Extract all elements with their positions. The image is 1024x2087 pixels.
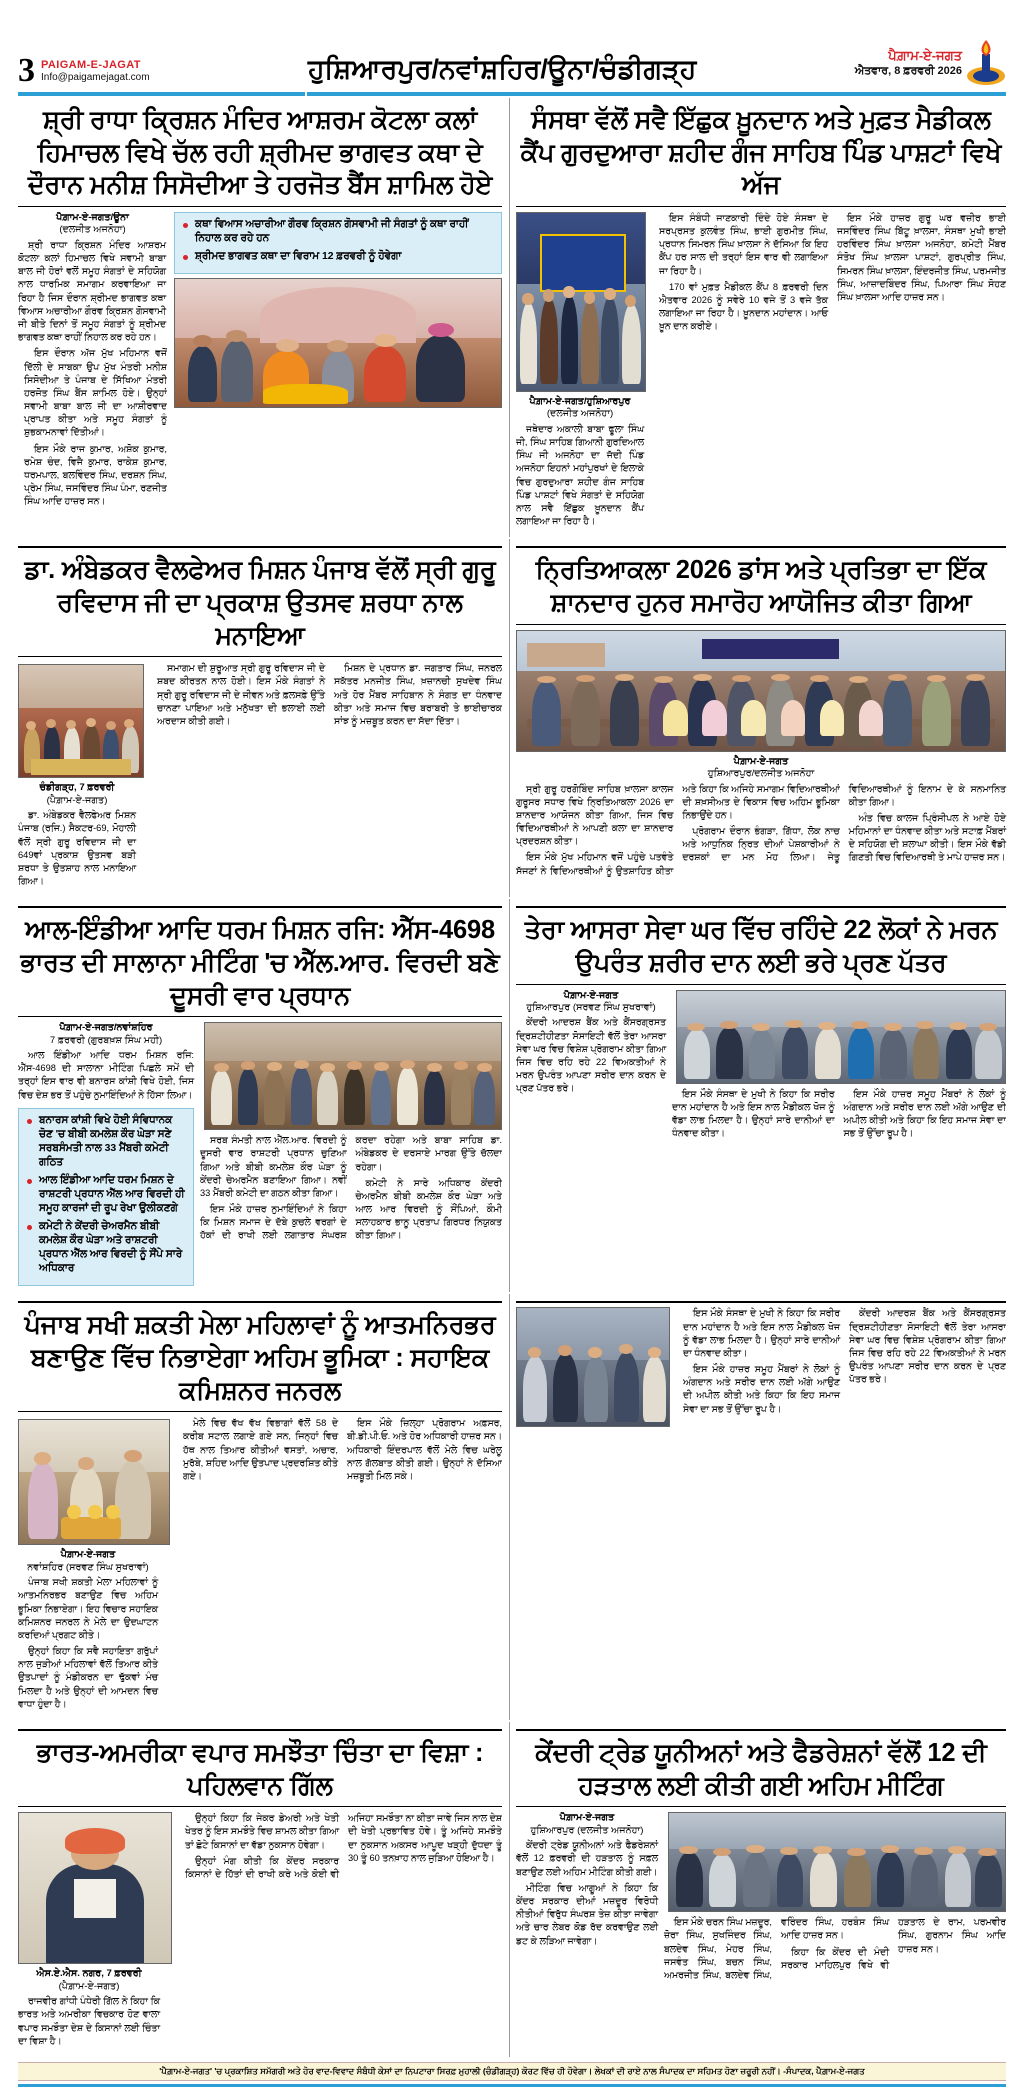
headline-sakhi-shakti: ਪੰਜਾਬ ਸਖੀ ਸ਼ਕਤੀ ਮੇਲਾ ਮਹਿਲਾਵਾਂ ਨੂੰ ਆਤਮਨਿਰਭਰ ਬਣਾਉਣ ਵਿੱਚ ਨਿਭਾਏਗਾ ਅਹਿਮ ਭੂਮਿਕਾ : ਸਹਾਇਕ ਕਮਿਸ਼ਨਰ ਜਨਰਲ xyxy=(24,1311,496,1405)
article-tera-asra xyxy=(516,899,1006,1292)
article-body-sanstha xyxy=(516,212,1006,531)
paragraph: ਸਮਾਗਮ ਦੀ ਸ਼ੁਰੂਆਤ ਸ੍ਰੀ ਗੁਰੂ ਰਵਿਦਾਸ ਜੀ ਦੇ ਸ਼ਬਦ ਕੀਰਤਨ ਨਾਲ ਹੋਈ। ਇਸ ਮੌਕੇ ਸੰਗਤਾਂ ਨੇ ਸ੍ਰੀ ਗੁਰੂ ਰਵਿਦਾਸ ਜੀ ਦੇ ਜੀਵਨ ਅਤੇ ਫ਼ਲਸਫ਼ੇ ਉੱਤੇ ਚਾਨਣਾ ਪਾਇਆ ਅਤੇ ਮਨੁੱਖਤਾ ਦੀ ਭਲਾਈ ਲਈ ਅਰਦਾਸ ਕੀਤੀ ਗਈ। xyxy=(157,663,325,726)
sanstha-col-rest xyxy=(653,212,1006,334)
paragraph: ਮੀਟਿੰਗ ਵਿਚ ਆਗੂਆਂ ਨੇ ਕਿਹਾ ਕਿ ਕੇਂਦਰ ਸਰਕਾਰ ਦੀਆਂ ਮਜ਼ਦੂਰ ਵਿਰੋਧੀ ਨੀਤੀਆਂ ਵਿਰੁੱਧ ਸੰਘਰਸ਼ ਤੇਜ਼ ਕੀਤਾ ਜਾਵੇਗਾ ਅਤੇ ਚਾਰ ਲੇਬਰ ਕੋਡ ਰੱਦ ਕਰਵਾਉਣ ਲਈ ਡਟ ਕੇ ਲੜਿਆ ਜਾਵੇਗਾ। xyxy=(516,1882,658,1946)
trade-gill-col-1 xyxy=(18,1995,160,2051)
paragraph: ਮੇਲੇ ਵਿਚ ਵੱਖ ਵੱਖ ਵਿਭਾਗਾਂ ਵੱਲੋਂ 58 ਦੇ ਕਰੀਬ ਸਟਾਲ ਲਗਾਏ ਗਏ ਸਨ, ਜਿਨ੍ਹਾਂ ਵਿਚ ਹੱਥ ਨਾਲ ਤਿਆਰ ਕੀਤੀਆਂ ਵਸਤਾਂ, ਅਚਾਰ, ਮੁਰੱਬੇ, ਸ਼ਹਿਦ ਆਦਿ ਉਤਪਾਦ ਪ੍ਰਦਰਸ਼ਿਤ ਕੀਤੇ ਗਏ। xyxy=(183,1418,338,1481)
bullet-item: ਕਥਾ ਵਿਆਸ ਅਚਾਰੀਆ ਗੌਰਵ ਕ੍ਰਿਸ਼ਨ ਗੋਸਵਾਮੀ ਜੀ ਸੰਗਤਾਂ ਨੂੰ ਕਥਾ ਰਾਹੀਂ ਨਿਹਾਲ ਕਰ ਰਹੇ ਹਨ xyxy=(193,218,495,246)
divider xyxy=(516,1301,1006,1303)
divider xyxy=(516,1806,1006,1807)
byline-nritya xyxy=(516,756,1006,781)
content-row-1 xyxy=(18,98,1006,537)
masthead-date-block xyxy=(855,47,962,79)
byline-line-2: ਨਵਾਂਸ਼ਹਿਰ (ਸਰਵਣ ਸਿੰਘ ਸੁਖਰਾਵਾਂ) xyxy=(27,1561,149,1573)
photo-tera-asra-group xyxy=(676,990,1006,1084)
headline-tera-asra: ਤੇਰਾ ਆਸਰਾ ਸੇਵਾ ਘਰ ਵਿੱਚ ਰਹਿੰਦੇ 22 ਲੋਕਾਂ ਨੇ ਮਰਨ ਉਪਰੰਤ ਸ਼ਰੀਰ ਦਾਨ ਲਈ ਭਰੇ ਪ੍ਰਣ ਪੱਤਰ xyxy=(524,916,998,977)
article-sakhi-shakti xyxy=(18,1294,502,1720)
byline-sakhi xyxy=(18,1549,158,1574)
tera-asra-extra-cols xyxy=(677,1307,1006,1416)
column-divider xyxy=(502,539,516,897)
contact-email: Info@paigamejagat.com xyxy=(41,72,150,84)
masthead-divider-rule xyxy=(18,92,1006,96)
byline-line-1: ਪੈਗ਼ਾਮ-ਏ-ਜਗਤ/ਨਵਾਂਸ਼ਹਿਰ xyxy=(59,1022,153,1034)
paragraph: ਇਸ ਮੌਕੇ ਸੰਸਥਾ ਦੇ ਮੁਖੀ ਨੇ ਕਿਹਾ ਕਿ ਸਰੀਰ ਦਾਨ ਮਹਾਂਦਾਨ ਹੈ ਅਤੇ ਇਸ ਨਾਲ ਮੈਡੀਕਲ ਖੋਜ ਨੂੰ ਵੱਡਾ ਲਾਭ ਮਿਲਦਾ ਹੈ। ਉਨ੍ਹਾਂ ਸਾਰੇ ਦਾਨੀਆਂ ਦਾ ਧੰਨਵਾਦ ਕੀਤਾ। xyxy=(683,1308,840,1358)
divider xyxy=(516,546,1006,548)
footer-disclaimer: 'ਪੈਗ਼ਾਮ-ਏ-ਜਗਤ' 'ਚ ਪ੍ਰਕਾਸ਼ਿਤ ਸਮੱਗਰੀ ਅਤੇ ਹੋਰ ਵਾਦ-ਵਿਵਾਦ ਸੰਬੰਧੀ ਕੇਸਾਂ ਦਾ ਨਿਪਟਾਰਾ ਸਿਰਫ਼ ਮੁਹਾਲੀ (ਚੰਡੀਗੜ੍ਹ) ਕੋਰਟ ਵਿੱਚ ਹੀ ਹੋਵੇਗਾ। ਲੇਖਕਾਂ ਦੀ ਰਾਏ ਨਾਲ ਸੰਪਾਦਕ ਦਾ ਸਹਿਮਤ ਹੋਣਾ ਜ਼ਰੂਰੀ ਨਹੀਂ। -ਸੰਪਾਦਕ, ਪੈਗ਼ਾਮ-ਏ-ਜਗਤ xyxy=(18,2062,1006,2081)
radha-krishan-media xyxy=(174,212,502,408)
paragraph: ਜਥੇਦਾਰ ਅਕਾਲੀ ਬਾਬਾ ਫੂਲਾ ਸਿੰਘ ਜੀ, ਸਿੰਘ ਸਾਹਿਬ ਗਿਆਨੀ ਗੁਰਦਿਆਲ ਸਿੰਘ ਜੀ ਅਜਨੋਹਾ ਦਾ ਜੱਦੀ ਪਿੰਡ ਅਜਨੋਹਾ ਇਹਨਾਂ ਮਹਾਂਪੁਰਖਾਂ ਦੇ ਇਲਾਕੇ ਵਿਚ ਗੁਰਦੁਆਰਾ ਸ਼ਹੀਦ ਗੰਜ ਸਾਹਿਬ ਪਿੰਡ ਪਾਸ਼ਟਾਂ ਵਿਖੇ ਸੰਗਤਾਂ ਦੇ ਸਹਿਯੋਗ ਨਾਲ ਸਵੈ ਇੱਛੁਕ ਖ਼ੂਨਦਾਨ ਕੈਂਪ ਲਗਾਇਆ ਜਾ ਰਿਹਾ ਹੈ। xyxy=(516,423,644,527)
highlight-bullets-all-india xyxy=(18,1108,194,1287)
headline-all-india: ਆਲ-ਇੰਡੀਆ ਆਦਿ ਧਰਮ ਮਿਸ਼ਨ ਰਜਿ: ਐੱਸ-4698 ਭਾਰਤ ਦੀ ਸਾਲਾਨਾ ਮੀਟਿੰਗ 'ਚ ਐੱਲ.ਆਰ. ਵਿਰਦੀ ਬਣੇ ਦੂਸਰੀ ਵਾਰ ਪ੍ਰਧਾਨ xyxy=(20,916,500,1010)
byline-line-1: ਪੈਗ਼ਾਮ-ਏ-ਜਗਤ xyxy=(559,1812,615,1824)
paragraph: ਇਸ ਮੌਕੇ ਚਰਨ ਸਿੰਘ ਮਜ਼ਦੂਰ, ਜ਼ੋਰਾ ਸਿੰਘ, ਸੁਖਜਿੰਦਰ ਸਿੰਘ, ਬਲਦੇਵ ਸਿੰਘ, ਮੇਹਰ ਸਿੰਘ, ਜਸਵੰਤ ਸਿੰਘ, ਬਚਨ ਸਿੰਘ, ਅਮਰਜੀਤ ਸਿੰਘ, ਬਲਦੇਵ ਸਿੰਘ, ਵਰਿੰਦਰ ਸਿੰਘ, ਹਰਬੰਸ ਸਿੰਘ ਆਦਿ ਹਾਜ਼ਰ ਸਨ। xyxy=(664,1917,889,1981)
bullet-item: ਆਲ ਇੰਡੀਆ ਆਦਿ ਧਰਮ ਮਿਸ਼ਨ ਦੇ ਰਾਸ਼ਟਰੀ ਪ੍ਰਧਾਨ ਐੱਲ ਆਰ ਵਿਰਦੀ ਹੀ ਸਮੂਹ ਕਾਰਜਾਂ ਦੀ ਰੂਪ ਰੇਖਾ ਉਲੀਕਣਗੇ xyxy=(37,1174,187,1216)
paragraph: ਕਿਹਾ ਕਿ ਕੇਂਦਰ ਦੀ ਮੰਦੀ ਸਰਕਾਰ ਮਾਹਿਲਪੁਰ ਵਿਖੇ ਵੀ ਹੜਤਾਲ ਦੇ ਰਾਮ, ਪਰਮਵੀਰ ਸਿੰਘ, ਗੁਰਨਾਮ ਸਿੰਘ ਆਦਿ ਹਾਜ਼ਰ ਸਨ। xyxy=(781,1917,1006,1970)
article-sanstha-blood xyxy=(516,98,1006,537)
byline-line-2: ਹੁਸ਼ਿਆਰਪੁਰ (ਸਰਵਣ ਸਿੰਘ ਸੁਖਰਾਵਾਂ) xyxy=(526,1001,656,1013)
bullet-item: ਕਮੇਟੀ ਨੇ ਕੇਂਦਰੀ ਚੇਅਰਮੈਨ ਬੀਬੀ ਕਮਲੇਸ਼ ਕੌਰ ਘੇੜਾ ਅਤੇ ਰਾਸ਼ਟਰੀ ਪ੍ਰਧਾਨ ਐੱਲ ਆਰ ਵਿਰਦੀ ਨੂੰ ਸੌਂਪੇ ਸਾਰੇ ਅਧਿਕਾਰ xyxy=(37,1220,187,1276)
masthead-brand-block xyxy=(41,59,150,83)
photo-union-meeting xyxy=(668,1812,1006,1912)
article-body-sakhi xyxy=(18,1417,502,1714)
byline-line-1: ਪੈਗ਼ਾਮ-ਏ-ਜਗਤ xyxy=(563,989,619,1001)
headline-trade-gill: ਭਾਰਤ-ਅਮਰੀਕਾ ਵਪਾਰ ਸਮਝੌਤਾ ਚਿੰਤਾ ਦਾ ਵਿਸ਼ਾ : ਪਹਿਲਵਾਨ ਗਿੱਲ xyxy=(36,1739,484,1800)
byline-line-1: ਚੰਡੀਗੜ੍ਹ, 7 ਫ਼ਰਵਰੀ xyxy=(39,782,115,794)
tera-asra-extra-body xyxy=(516,1307,1006,1431)
tera-asra-col-rest xyxy=(666,1088,1006,1144)
paragraph: ਉਨ੍ਹਾਂ ਕਿਹਾ ਕਿ ਸਵੈ ਸਹਾਇਤਾ ਗਰੁੱਪਾਂ ਨਾਲ ਜੁੜੀਆਂ ਮਹਿਲਾਵਾਂ ਵੱਲੋਂ ਤਿਆਰ ਕੀਤੇ ਉਤਪਾਦਾਂ ਨੂੰ ਮੰਡੀਕਰਨ ਦਾ ਢੁੱਕਵਾਂ ਮੰਚ ਮਿਲਦਾ ਹੈ ਅਤੇ ਉਨ੍ਹਾਂ ਦੀ ਆਮਦਨ ਵਿਚ ਵਾਧਾ ਹੁੰਦਾ ਹੈ। xyxy=(18,1646,158,1709)
trade-unions-media xyxy=(668,1812,1006,1912)
article-nritya-kala xyxy=(516,539,1006,897)
photo-blood-camp-group xyxy=(516,212,646,392)
tera-asra-col-1 xyxy=(516,1016,666,1098)
byline-line-2: (ਦਲਜੀਤ ਅਜਨੋਹਾ) xyxy=(59,224,126,236)
paragraph: ਇਸ ਸੰਬੰਧੀ ਜਾਣਕਾਰੀ ਦਿੰਦੇ ਹੋਏ ਸੰਸਥਾ ਦੇ ਸਰਪ੍ਰਸਤ ਕੁਲਵੰਤ ਸਿੰਘ, ਭਾਈ ਗੁਰਮੀਤ ਸਿੰਘ, ਪ੍ਰਧਾਨ ਸਿਮਰਨ ਸਿੰਘ ਖ਼ਾਲਸਾ ਨੇ ਦੱਸਿਆ ਕਿ ਇਹ ਕੈਂਪ ਹਰ ਸਾਲ ਦੀ ਤਰ੍ਹਾਂ ਇਸ ਵਾਰ ਵੀ ਲਗਾਇਆ ਜਾ ਰਿਹਾ ਹੈ। xyxy=(659,212,828,276)
masthead-right xyxy=(855,40,1006,86)
byline-line-1: ਪੈਗ਼ਾਮ-ਏ-ਜਗਤ/ਹੁਸ਼ਿਆਰਪੁਰ xyxy=(529,395,631,407)
publication-date: ਐਤਵਾਰ, 8 ਫ਼ਰਵਰੀ 2026 xyxy=(854,65,962,78)
byline-line-2: (ਪੈਗ਼ਾਮ-ਏ-ਜਗਤ) xyxy=(58,1980,120,1992)
paragraph: ਇਸ ਦੌਰਾਨ ਅੱਜ ਮੁੱਖ ਮਹਿਮਾਨ ਵਜੋਂ ਦਿੱਲੀ ਦੇ ਸਾਬਕਾ ਉਪ ਮੁੱਖ ਮੰਤਰੀ ਮਨੀਸ਼ ਸਿਸੋਦੀਆ ਤੇ ਪੰਜਾਬ ਦੇ ਸਿੱਖਿਆ ਮੰਤਰੀ ਹਰਜੋਤ ਸਿੰਘ ਬੈਂਸ ਸ਼ਾਮਿਲ ਹੋਏ। ਉਨ੍ਹਾਂ ਸਵਾਮੀ ਬਾਬਾ ਬਾਲ ਜੀ ਦਾ ਆਸ਼ੀਰਵਾਦ ਪ੍ਰਾਪਤ ਕੀਤਾ ਅਤੇ ਸਮੂਹ ਸੰਗਤਾਂ ਨੂੰ ਸ਼ੁਭਕਾਮਨਾਵਾਂ ਦਿੱਤੀਆਂ। xyxy=(24,348,167,438)
sakhi-col-rest xyxy=(177,1417,502,1486)
article-radha-krishan xyxy=(18,98,502,537)
headline-nritya-kala: ਨ੍ਰਿਤਿਆਕਲਾ 2026 ਡਾਂਸ ਅਤੇ ਪ੍ਰਤਿਭਾ ਦਾ ਇੱਕ ਸ਼ਾਨਦਾਰ ਹੁਨਰ ਸਮਾਰੋਹ ਆਯੋਜਿਤ ਕੀਤਾ ਗਿਆ xyxy=(535,556,987,617)
sakhi-col-1 xyxy=(18,1576,158,1714)
paragraph: ਇਸ ਮੌਕੇ ਰਾਜ ਕੁਮਾਰ, ਅਸ਼ੋਕ ਕੁਮਾਰ, ਰਮੇਸ਼ ਚੰਦ, ਵਿਜੈ ਕੁਮਾਰ, ਰਾਕੇਸ਼ ਕੁਮਾਰ, ਧਰਮਪਾਲ, ਬਲਵਿੰਦਰ ਸਿੰਘ, ਦਰਸ਼ਨ ਸਿੰਘ, ਪ੍ਰੇਮ ਸਿੰਘ, ਜਸਵਿੰਦਰ ਸਿੰਘ ਪੰਮਾ, ਰਣਜੀਤ ਸਿੰਘ ਆਦਿ ਹਾਜ਼ਰ ਸਨ। xyxy=(24,443,167,507)
paragraph: ਇਸ ਮੌਕੇ ਹਾਜ਼ਰ ਸਮੂਹ ਮੈਂਬਰਾਂ ਨੇ ਲੋਕਾਂ ਨੂੰ ਅੰਗਦਾਨ ਅਤੇ ਸਰੀਰ ਦਾਨ ਲਈ ਅੱਗੇ ਆਉਣ ਦੀ ਅਪੀਲ ਕੀਤੀ ਅਤੇ ਕਿਹਾ ਕਿ ਇਹ ਸਮਾਜ ਸੇਵਾ ਦਾ ਸਭ ਤੋਂ ਉੱਚਾ ਰੂਪ ਹੈ। xyxy=(683,1364,840,1414)
byline-all-india xyxy=(18,1022,194,1047)
sanstha-col-1 xyxy=(516,423,644,532)
masthead-left xyxy=(18,52,150,90)
all-india-media xyxy=(204,1022,502,1130)
byline-ambedkar xyxy=(18,782,136,807)
brand-name-english: PAIGAM-E-JAGAT xyxy=(41,59,141,72)
tera-asra-continuation xyxy=(516,1294,1006,1720)
nritya-body xyxy=(516,783,1006,878)
article-body-tera-asra xyxy=(516,990,1006,1144)
ambedkar-col-rest xyxy=(151,662,502,731)
trade-unions-col-rest xyxy=(658,1916,1006,1982)
divider xyxy=(18,1729,502,1731)
photo-ravidas-gathering xyxy=(18,664,144,778)
all-india-col-1 xyxy=(18,1049,194,1105)
article-body-trade-unions xyxy=(516,1812,1006,1982)
edition-title: ਹੁਸ਼ਿਆਰਪੁਰ/ਨਵਾਂਸ਼ਹਿਰ/ਊਨਾ/ਚੰਡੀਗੜ੍ਹ xyxy=(307,54,697,84)
divider xyxy=(18,1411,502,1412)
bullet-item: ਸ਼੍ਰੀਮਦ ਭਾਗਵਤ ਕਥਾ ਦਾ ਵਿਰਾਮ 12 ਫ਼ਰਵਰੀ ਨੂੰ ਹੋਵੇਗਾ xyxy=(193,250,495,264)
article-body-radha-krishan xyxy=(18,212,502,512)
column-divider xyxy=(502,899,516,1292)
paragraph: ਕੇਂਦਰੀ ਆਦਰਸ਼ ਬੈਂਕ ਅਤੇ ਕੈਂਸਰਗ੍ਰਸਤ ਦ੍ਰਿਸ਼ਟੀਹੀਣਤਾ ਸੋਸਾਇਟੀ ਵੱਲੋਂ ਤੇਰਾ ਆਸਰਾ ਸੇਵਾ ਘਰ ਵਿਚ ਵਿਸ਼ੇਸ਼ ਪ੍ਰੋਗਰਾਮ ਕੀਤਾ ਗਿਆ ਜਿਸ ਵਿਚ ਰਹਿ ਰਹੇ 22 ਵਿਅਕਤੀਆਂ ਨੇ ਮਰਨ ਉਪਰੰਤ ਆਪਣਾ ਸਰੀਰ ਦਾਨ ਕਰਨ ਦੇ ਪ੍ਰਣ ਪੱਤਰ ਭਰੇ। xyxy=(516,1017,666,1094)
divider xyxy=(516,1729,1006,1731)
byline-line-2: ਹੁਸ਼ਿਆਰਪੁਰ (ਦਲਜੀਤ ਅਜਨੋਹਾ) xyxy=(530,1824,644,1836)
column-divider xyxy=(502,98,516,537)
bullet-item: ਬਨਾਰਸ ਕਾਂਸ਼ੀ ਵਿਖੇ ਹੋਈ ਸੰਵਿਧਾਨਕ ਚੋਣ 'ਚ ਬੀਬੀ ਕਮਲੇਸ਼ ਕੌਰ ਘੇੜਾ ਸਣੇ ਸਰਬਸੰਮਤੀ ਨਾਲ 33 ਮੈਂਬਰੀ ਕਮੇਟੀ ਗਠਿਤ xyxy=(37,1114,187,1170)
masthead xyxy=(18,0,1006,90)
paragraph: ਸਰਬ ਸੰਮਤੀ ਨਾਲ ਐੱਲ.ਆਰ. ਵਿਰਦੀ ਨੂੰ ਦੂਸਰੀ ਵਾਰ ਰਾਸ਼ਟਰੀ ਪ੍ਰਧਾਨ ਚੁਣਿਆ ਗਿਆ ਅਤੇ ਬੀਬੀ ਕਮਲੇਸ਼ ਕੌਰ ਘੇੜਾ ਨੂੰ ਕੇਂਦਰੀ ਚੇਅਰਮੈਨ ਬਣਾਇਆ ਗਿਆ। ਨਵੀਂ 33 ਮੈਂਬਰੀ ਕਮੇਟੀ ਦਾ ਗਠਨ ਕੀਤਾ ਗਿਆ। xyxy=(200,1135,347,1198)
column-divider xyxy=(502,1722,516,2057)
headline-trade-unions: ਕੇਂਦਰੀ ਟ੍ਰੇਡ ਯੂਨੀਅਨਾਂ ਅਤੇ ਫੈਡਰੇਸ਼ਨਾਂ ਵੱਲੋਂ 12 ਦੀ ਹੜਤਾਲ ਲਈ ਕੀਤੀ ਗਈ ਅਹਿਮ ਮੀਟਿੰਗ xyxy=(535,1739,987,1800)
content-row-2 xyxy=(18,539,1006,897)
byline-line-2: (ਪੈਗ਼ਾਮ-ਏ-ਜਗਤ) xyxy=(46,794,108,806)
paragraph: ਇਸ ਮੌਕੇ ਜ਼ਿਲ੍ਹਾ ਪ੍ਰੋਗਰਾਮ ਅਫ਼ਸਰ, ਬੀ.ਡੀ.ਪੀ.ਓ. ਅਤੇ ਹੋਰ ਅਧਿਕਾਰੀ ਹਾਜ਼ਰ ਸਨ। ਅਧਿਕਾਰੀ ਇੰਦਰਪਾਲ ਵੱਲੋਂ ਮੇਲੇ ਵਿਚ ਘਰੇਲੂ ਨਾਲ ਗੱਲਬਾਤ ਕੀਤੀ ਗਈ। ਉਨ੍ਹਾਂ ਨੇ ਦੱਸਿਆ ਮਜ਼ਬੂਤੀ ਮਿਲ ਸਕੇ। xyxy=(347,1418,502,1481)
divider xyxy=(516,906,1006,908)
photo-bhagwat-katha xyxy=(174,278,502,408)
divider xyxy=(18,206,502,207)
article-body-trade-gill xyxy=(18,1812,502,2051)
paragraph: ਅੰਤ ਵਿਚ ਕਾਲਜ ਪ੍ਰਿੰਸੀਪਲ ਨੇ ਆਏ ਹੋਏ ਮਹਿਮਾਨਾਂ ਦਾ ਧੰਨਵਾਦ ਕੀਤਾ ਅਤੇ ਸਟਾਫ਼ ਮੈਂਬਰਾਂ ਦੇ ਸਹਿਯੋਗ ਦੀ ਸ਼ਲਾਘਾ ਕੀਤੀ। ਇਸ ਮੌਕੇ ਵੱਡੀ ਗਿਣਤੀ ਵਿਚ ਵਿਦਿਆਰਥੀ ਤੇ ਮਾਪੇ ਹਾਜ਼ਰ ਸਨ। xyxy=(848,812,1006,863)
tera-asra-media xyxy=(676,990,1006,1084)
paragraph: ਇਸ ਮੌਕੇ ਸੰਸਥਾ ਦੇ ਮੁਖੀ ਨੇ ਕਿਹਾ ਕਿ ਸਰੀਰ ਦਾਨ ਮਹਾਂਦਾਨ ਹੈ ਅਤੇ ਇਸ ਨਾਲ ਮੈਡੀਕਲ ਖੋਜ ਨੂੰ ਵੱਡਾ ਲਾਭ ਮਿਲਦਾ ਹੈ। ਉਨ੍ਹਾਂ ਸਾਰੇ ਦਾਨੀਆਂ ਦਾ ਧੰਨਵਾਦ ਕੀਤਾ। xyxy=(672,1088,835,1139)
all-india-col-rest xyxy=(194,1134,502,1244)
divider xyxy=(516,206,1006,207)
divider xyxy=(18,1301,502,1303)
paragraph: ਉਨ੍ਹਾਂ ਕਿਹਾ ਕਿ ਜੇਕਰ ਡੇਅਰੀ ਅਤੇ ਖੇਤੀ ਖੇਤਰ ਨੂੰ ਇਸ ਸਮਝੌਤੇ ਵਿਚ ਸ਼ਾਮਲ ਕੀਤਾ ਗਿਆ ਤਾਂ ਛੋਟੇ ਕਿਸਾਨਾਂ ਦਾ ਵੱਡਾ ਨੁਕਸਾਨ ਹੋਵੇਗਾ। xyxy=(185,1813,339,1850)
headline-radha-krishan: ਸ਼੍ਰੀ ਰਾਧਾ ਕ੍ਰਿਸ਼ਨ ਮੰਦਿਰ ਆਸ਼ਰਮ ਕੋਟਲਾ ਕਲਾਂ ਹਿਮਾਚਲ ਵਿਖੇ ਚੱਲ ਰਹੀ ਸ਼੍ਰੀਮਦ ਭਾਗਵਤ ਕਥਾ ਦੇ ਦੌਰਾਨ ਮਨੀਸ਼ ਸਿਸੋਦੀਆ ਤੇ ਹਰਜੋਤ ਬੈਂਸ ਸ਼ਾਮਿਲ ਹੋਏ xyxy=(27,106,493,200)
paragraph: ਇਸ ਮੌਕੇ ਹਾਜ਼ਰ ਸਮੂਹ ਮੈਂਬਰਾਂ ਨੇ ਲੋਕਾਂ ਨੂੰ ਅੰਗਦਾਨ ਅਤੇ ਸਰੀਰ ਦਾਨ ਲਈ ਅੱਗੇ ਆਉਣ ਦੀ ਅਪੀਲ ਕੀਤੀ ਅਤੇ ਕਿਹਾ ਕਿ ਇਹ ਸਮਾਜ ਸੇਵਾ ਦਾ ਸਭ ਤੋਂ ਉੱਚਾ ਰੂਪ ਹੈ। xyxy=(843,1088,1006,1139)
torch-logo-icon xyxy=(966,40,1006,86)
paragraph: ਪੰਜਾਬ ਸਖੀ ਸ਼ਕਤੀ ਮੇਲਾ ਮਹਿਲਾਵਾਂ ਨੂੰ ਆਤਮਨਿਰਭਰ ਬਣਾਉਣ ਵਿਚ ਅਹਿਮ ਭੂਮਿਕਾ ਨਿਭਾਏਗਾ। ਇਹ ਵਿਚਾਰ ਸਹਾਇਕ ਕਮਿਸ਼ਨਰ ਜਨਰਲ ਨੇ ਮੇਲੇ ਦਾ ਉਦਘਾਟਨ ਕਰਦਿਆਂ ਪ੍ਰਗਟ ਕੀਤੇ। xyxy=(18,1577,158,1640)
photo-tera-asra-indoor xyxy=(516,1307,670,1427)
radha-krishan-col-rest xyxy=(18,347,167,511)
content-row-5 xyxy=(18,1722,1006,2057)
byline-line-1: ਪੈਗ਼ਾਮ-ਏ-ਜਗਤ/ਊਨਾ xyxy=(56,211,129,223)
paragraph: ਕੇਂਦਰੀ ਟ੍ਰੇਡ ਯੂਨੀਅਨਾਂ ਅਤੇ ਫੈਡਰੇਸ਼ਨਾਂ ਵੱਲੋਂ 12 ਫ਼ਰਵਰੀ ਦੀ ਹੜਤਾਲ ਨੂੰ ਸਫ਼ਲ ਬਣਾਉਣ ਲਈ ਅਹਿਮ ਮੀਟਿੰਗ ਕੀਤੀ ਗਈ। xyxy=(516,1840,658,1877)
byline-sanstha xyxy=(516,396,644,421)
headline-ambedkar: ਡਾ. ਅੰਬੇਡਕਰ ਵੈਲਫੇਅਰ ਮਿਸ਼ਨ ਪੰਜਾਬ ਵੱਲੋਂ ਸ੍ਰੀ ਗੁਰੂ ਰਵਿਦਾਸ ਜੀ ਦਾ ਪ੍ਰਕਾਸ਼ ਉਤਸਵ ਸ਼ਰਧਾ ਨਾਲ ਮਨਾਇਆ xyxy=(24,556,496,650)
paragraph: ਕੇਂਦਰੀ ਆਦਰਸ਼ ਬੈਂਕ ਅਤੇ ਕੈਂਸਰਗ੍ਰਸਤ ਦ੍ਰਿਸ਼ਟੀਹੀਣਤਾ ਸੋਸਾਇਟੀ ਵੱਲੋਂ ਤੇਰਾ ਆਸਰਾ ਸੇਵਾ ਘਰ ਵਿਚ ਵਿਸ਼ੇਸ਼ ਪ੍ਰੋਗਰਾਮ ਕੀਤਾ ਗਿਆ ਜਿਸ ਵਿਚ ਰਹਿ ਰਹੇ 22 ਵਿਅਕਤੀਆਂ ਨੇ ਮਰਨ ਉਪਰੰਤ ਆਪਣਾ ਸਰੀਰ ਦਾਨ ਕਰਨ ਦੇ ਪ੍ਰਣ ਪੱਤਰ ਭਰੇ। xyxy=(849,1308,1006,1385)
photo-pehalwan-gill xyxy=(18,1812,172,1964)
article-all-india xyxy=(18,899,502,1292)
paragraph: ਇਸ ਮੌਕੇ ਹਾਜ਼ਰ ਨੁਮਾਇੰਦਿਆਂ ਨੇ ਕਿਹਾ ਕਿ ਮਿਸ਼ਨ ਸਮਾਜ ਦੇ ਦੱਬੇ ਕੁਚਲੇ ਵਰਗਾਂ ਦੇ ਹੱਕਾਂ ਦੀ ਰਾਖੀ ਲਈ ਲਗਾਤਾਰ ਸੰਘਰਸ਼ ਕਰਦਾ ਰਹੇਗਾ ਅਤੇ ਬਾਬਾ ਸਾਹਿਬ ਡਾ. ਅੰਬੇਡਕਰ ਦੇ ਦਰਸਾਏ ਮਾਰਗ ਉੱਤੇ ਚੱਲਦਾ ਰਹੇਗਾ। xyxy=(200,1135,502,1241)
paragraph: ਉਨ੍ਹਾਂ ਮੰਗ ਕੀਤੀ ਕਿ ਕੇਂਦਰ ਸਰਕਾਰ ਕਿਸਾਨਾਂ ਦੇ ਹਿੱਤਾਂ ਦੀ ਰਾਖੀ ਕਰੇ ਅਤੇ ਕੋਈ ਵੀ ਅਜਿਹਾ ਸਮਝੌਤਾ ਨਾ ਕੀਤਾ ਜਾਵੇ ਜਿਸ ਨਾਲ ਦੇਸ਼ ਦੀ ਖੇਤੀ ਪ੍ਰਭਾਵਿਤ ਹੋਵੇ। ਤੂੰ ਅਜਿਹੇ ਸਮਝੌਤੇ ਦਾ ਨੁਕਸਾਨ ਅਕਸਰ ਆਪੂਦ ਖੜ੍ਹੀ ਦੁੱਧਦਾ ਤੂੰ 30 ਤੂੰ 60 ਤਨਖ਼ਾਹ ਨਾਲ ਜੁੜਿਆ ਹੋਇਆ ਹੈ। xyxy=(185,1813,502,1880)
article-trade-gill xyxy=(18,1722,502,2057)
paragraph: ਆਲ ਇੰਡੀਆ ਆਦਿ ਧਰਮ ਮਿਸ਼ਨ ਰਜਿ: ਐੱਸ-4698 ਦੀ ਸਾਲਾਨਾ ਮੀਟਿੰਗ ਪਿਛਲੇ ਸਮੇਂ ਦੀ ਤਰ੍ਹਾਂ ਇਸ ਵਾਰ ਵੀ ਬਨਾਰਸ ਕਾਂਸ਼ੀ ਵਿਖੇ ਹੋਈ, ਜਿਸ ਵਿਚ ਦੇਸ਼ ਭਰ ਤੋਂ ਪਹੁੰਚੇ ਨੁਮਾਇੰਦਿਆਂ ਨੇ ਹਿੱਸਾ ਲਿਆ। xyxy=(18,1050,194,1100)
content-row-3 xyxy=(18,899,1006,1292)
paragraph: ਰਾਜਵੀਰ ਗਾਂਧੀ ਪੰਧੇਰੀ ਗਿੱਲ ਨੇ ਕਿਹਾ ਕਿ ਭਾਰਤ ਅਤੇ ਅਮਰੀਕਾ ਵਿਚਕਾਰ ਹੋਣ ਵਾਲਾ ਵਪਾਰ ਸਮਝੌਤਾ ਦੇਸ਼ ਦੇ ਕਿਸਾਨਾਂ ਲਈ ਚਿੰਤਾ ਦਾ ਵਿਸ਼ਾ ਹੈ। xyxy=(18,1996,160,2046)
divider xyxy=(18,1806,502,1807)
paragraph: ਪ੍ਰੋਗਰਾਮ ਦੌਰਾਨ ਭੰਗੜਾ, ਗਿੱਧਾ, ਲੋਕ ਨਾਚ ਅਤੇ ਆਧੁਨਿਕ ਨ੍ਰਿਤ ਦੀਆਂ ਪੇਸ਼ਕਾਰੀਆਂ ਨੇ ਦਰਸ਼ਕਾਂ ਦਾ ਮਨ ਮੋਹ ਲਿਆ। ਜੇਤੂ ਵਿਦਿਆਰਥੀਆਂ ਨੂੰ ਇਨਾਮ ਦੇ ਕੇ ਸਨਮਾਨਿਤ ਕੀਤਾ ਗਿਆ। xyxy=(682,783,1006,863)
article-body-all-india xyxy=(18,1022,502,1286)
paragraph: ਡਾ. ਅੰਬੇਡਕਰ ਵੈਲਫੇਅਰ ਮਿਸ਼ਨ ਪੰਜਾਬ (ਰਜਿ.) ਸੈਕਟਰ-69, ਮੋਹਾਲੀ ਵੱਲੋਂ ਸ੍ਰੀ ਗੁਰੂ ਰਵਿਦਾਸ ਜੀ ਦਾ 649ਵਾਂ ਪ੍ਰਕਾਸ਼ ਉਤਸਵ ਬੜੀ ਸ਼ਰਧਾ ਤੇ ਉਤਸ਼ਾਹ ਨਾਲ ਮਨਾਇਆ ਗਿਆ। xyxy=(18,810,136,887)
byline-line-1: ਐਸ.ਏ.ਐਸ. ਨਗਰ, 7 ਫ਼ਰਵਰੀ xyxy=(36,1968,142,1980)
trade-unions-col-1 xyxy=(516,1839,658,1951)
divider xyxy=(516,624,1006,625)
headline-sanstha-blood: ਸੰਸਥਾ ਵੱਲੋਂ ਸਵੈ ਇੱਛੁਕ ਖ਼ੂਨਦਾਨ ਅਤੇ ਮੁਫ਼ਤ ਮੈਡੀਕਲ ਕੈਂਪ ਗੁਰਦੁਆਰਾ ਸ਼ਹੀਦ ਗੰਜ ਸਾਹਿਬ ਪਿੰਡ ਪਾਸ਼ਟਾਂ ਵਿਖੇ ਅੱਜ xyxy=(520,106,1002,200)
paragraph: ਇਸ ਮੌਕੇ ਮੁੱਖ ਮਹਿਮਾਨ ਵਜੋਂ ਪਹੁੰਚੇ ਪਤਵੰਤੇ ਸੱਜਣਾਂ ਨੇ ਵਿਦਿਆਰਥੀਆਂ ਨੂੰ ਉਤਸ਼ਾਹਿਤ ਕੀਤਾ ਅਤੇ ਕਿਹਾ ਕਿ ਅਜਿਹੇ ਸਮਾਗਮ ਵਿਦਿਆਰਥੀਆਂ ਦੀ ਸ਼ਖ਼ਸੀਅਤ ਦੇ ਵਿਕਾਸ ਵਿਚ ਅਹਿਮ ਭੂਮਿਕਾ ਨਿਭਾਉਂਦੇ ਹਨ। xyxy=(516,783,840,876)
paragraph: 170 ਵਾਂ ਮੁਫ਼ਤ ਮੈਡੀਕਲ ਕੈਂਪ 8 ਫ਼ਰਵਰੀ ਦਿਨ ਐਤਵਾਰ 2026 ਨੂੰ ਸਵੇਰੇ 10 ਵਜੇ ਤੋਂ 3 ਵਜੇ ਤੱਕ ਲਗਾਇਆ ਜਾ ਰਿਹਾ ਹੈ। ਖ਼ੂਨਦਾਨ ਮਹਾਂਦਾਨ। ਆਓ ਖ਼ੂਨ ਦਾਨ ਕਰੀਏ। xyxy=(659,281,828,332)
byline-trade-unions xyxy=(516,1812,658,1837)
paragraph: ਸ੍ਰੀ ਗੁਰੂ ਹਰਗੋਬਿੰਦ ਸਾਹਿਬ ਖ਼ਾਲਸਾ ਕਾਲਜ ਗੁਰੂਸਰ ਸਧਾਰ ਵਿਖੇ ਨ੍ਰਿਤਿਆਕਲਾ 2026 ਦਾ ਸ਼ਾਨਦਾਰ ਆਯੋਜਨ ਕੀਤਾ ਗਿਆ, ਜਿਸ ਵਿਚ ਵਿਦਿਆਰਥੀਆਂ ਨੇ ਆਪਣੀ ਕਲਾ ਦਾ ਸ਼ਾਨਦਾਰ ਪ੍ਰਦਰਸ਼ਨ ਕੀਤਾ। xyxy=(516,783,674,847)
divider xyxy=(18,1016,502,1017)
divider xyxy=(516,984,1006,985)
divider xyxy=(18,906,502,908)
article-trade-unions xyxy=(516,1722,1006,2057)
paragraph: ਮਿਸ਼ਨ ਦੇ ਪ੍ਰਧਾਨ ਡਾ. ਜਗਤਾਰ ਸਿੰਘ, ਜਨਰਲ ਸਕੱਤਰ ਮਨਜੀਤ ਸਿੰਘ, ਖ਼ਜ਼ਾਨਚੀ ਸੁਖਦੇਵ ਸਿੰਘ ਅਤੇ ਹੋਰ ਮੈਂਬਰ ਸਾਹਿਬਾਨ ਨੇ ਸੰਗਤ ਦਾ ਧੰਨਵਾਦ ਕੀਤਾ ਅਤੇ ਸਮਾਜ ਵਿਚ ਬਰਾਬਰੀ ਤੇ ਭਾਈਚਾਰਕ ਸਾਂਝ ਨੂੰ ਮਜ਼ਬੂਤ ਕਰਨ ਦਾ ਸੱਦਾ ਦਿੱਤਾ। xyxy=(334,663,502,726)
paragraph: ਸ਼੍ਰੀ ਰਾਧਾ ਕ੍ਰਿਸ਼ਨ ਮੰਦਿਰ ਆਸ਼ਰਮ ਕੋਟਲਾ ਕਲਾਂ ਹਿਮਾਚਲ ਵਿਖੇ ਸਵਾਮੀ ਬਾਬਾ ਬਾਲ ਜੀ ਹੋਰਾਂ ਵਲੋਂ ਸਮੂਹ ਸੰਗਤਾਂ ਦੇ ਸਹਿਯੋਗ ਨਾਲ ਧਾਰਮਿਕ ਸਮਾਗਮ ਕਰਵਾਇਆ ਜਾ ਰਿਹਾ ਹੈ ਜਿਸ ਦੌਰਾਨ ਸ਼੍ਰੀਮਦ ਭਾਗਵਤ ਕਥਾ ਵਿਆਸ ਅਚਾਰੀਆ ਗੌਰਵ ਕ੍ਰਿਸ਼ਨ ਗੋਸਵਾਮੀ ਜੀ ਬੀਤੇ ਦਿਨਾਂ ਤੋਂ ਸਮੂਹ ਸੰਗਤਾਂ ਨੂੰ ਸ਼੍ਰੀਮਦ ਭਾਗਵਤ ਕਥਾ ਰਾਹੀਂ ਨਿਹਾਲ ਕਰ ਰਹੇ ਹਨ। xyxy=(18,239,166,343)
column-divider xyxy=(502,1294,516,1720)
photo-nritya-kala-group xyxy=(516,630,1006,752)
byline-tera-asra xyxy=(516,990,666,1015)
byline-line-2: (ਦਲਜੀਤ ਅਜਨੋਹਾ) xyxy=(546,408,614,420)
byline-line-1: ਪੈਗ਼ਾਮ-ਏ-ਜਗਤ xyxy=(60,1549,116,1561)
radha-krishan-col-1 xyxy=(18,239,166,348)
photo-adi-dharam-meeting xyxy=(204,1022,502,1130)
byline-line-2: 7 ਫ਼ਰਵਰੀ (ਗੁਰਬਖ਼ਸ਼ ਸਿੰਘ ਮਹੀ) xyxy=(49,1034,163,1046)
content-row-4 xyxy=(18,1294,1006,1720)
ambedkar-col-1 xyxy=(18,809,136,891)
byline-line-2: ਹੁਸ਼ਿਆਰਪੁਰ/ਦਲਜੀਤ ਅਜਨੋਹਾ xyxy=(707,768,815,780)
paragraph: ਕਮੇਟੀ ਨੇ ਸਾਰੇ ਅਧਿਕਾਰ ਕੇਂਦਰੀ ਚੇਅਰਮੈਨ ਬੀਬੀ ਕਮਲੇਸ਼ ਕੌਰ ਘੇੜਾ ਅਤੇ ਆਲ ਆਰ ਵਿਰਦੀ ਨੂੰ ਸੌਂਪਿਆਂ, ਕੌਮੀ ਸਲਾਹਕਾਰ ਭਾਨੂ ਪ੍ਰਤਾਪ ਗਿਰਧਰ ਨਿਯੁਕਤ ਕੀਤਾ ਗਿਆ। xyxy=(355,1177,502,1241)
article-ambedkar xyxy=(18,539,502,897)
photo-sakhi-mela-stall xyxy=(18,1419,170,1545)
article-body-ambedkar xyxy=(18,662,502,891)
highlight-bullets-radha xyxy=(174,212,502,274)
trade-gill-col-rest xyxy=(179,1812,502,1881)
divider xyxy=(18,656,502,657)
byline-trade-gill xyxy=(18,1968,160,1993)
page-number: 3 xyxy=(18,52,35,90)
brand-name-punjabi: ਪੈਗ਼ਾਮ-ਏ-ਜਗਤ xyxy=(888,47,962,63)
paragraph: ਇਸ ਮੌਕੇ ਹਾਜ਼ਰ ਗੁਰੂ ਘਰ ਵਜ਼ੀਰ ਭਾਈ ਜਸਵਿੰਦਰ ਸਿੰਘ ਬਿੱਟੂ ਖ਼ਾਲਸਾ, ਸੰਸਥਾ ਮੁਖੀ ਭਾਈ ਹਰਵਿੰਦਰ ਸਿੰਘ ਖ਼ਾਲਸਾ ਅਜਨੋਹਾ, ਕਮੇਟੀ ਮੈਂਬਰ ਸੰਤੋਖ ਸਿੰਘ ਖ਼ਾਲਸਾ ਪਾਸ਼ਟਾਂ, ਗੁਰਪ੍ਰੀਤ ਸਿੰਘ, ਸਿਮਰਨ ਸਿੰਘ ਖ਼ਾਲਸਾ, ਇੰਦਰਜੀਤ ਸਿੰਘ, ਪਰਮਜੀਤ ਸਿੰਘ, ਆਜ਼ਾਦਬਿੰਦਰ ਸਿੰਘ, ਪਿਆਰਾ ਸਿੰਘ ਸੋਹਣ ਸਿੰਘ ਖ਼ਾਲਸਾ ਆਦਿ ਹਾਜ਼ਰ ਸਨ। xyxy=(837,212,1006,302)
masthead-center xyxy=(150,54,855,86)
divider xyxy=(18,546,502,548)
byline-line-1: ਪੈਗ਼ਾਮ-ਏ-ਜਗਤ xyxy=(733,755,789,767)
